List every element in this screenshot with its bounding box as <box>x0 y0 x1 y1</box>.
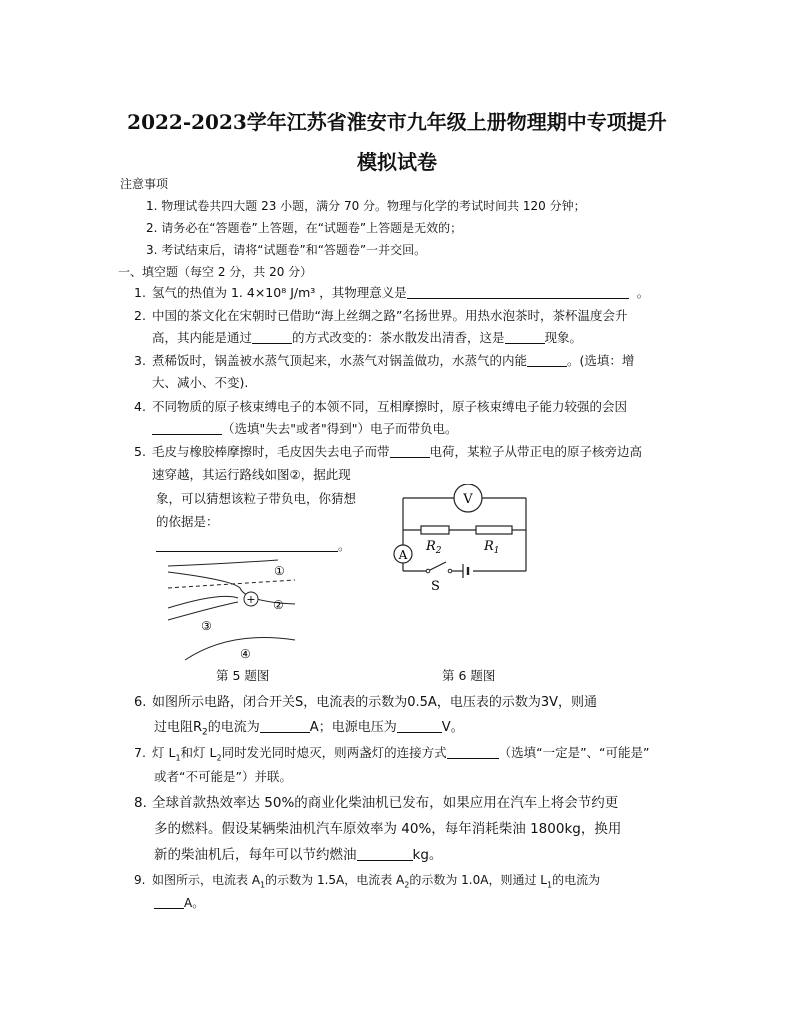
question-9-line-2: A。 <box>154 893 204 913</box>
r2-label: $R_2$ <box>426 539 442 556</box>
question-3-line-1: 3. 煮稀饭时，锅盖被水蒸气顶起来，水蒸气对锅盖做功，水蒸气的内能 。(选填：增 <box>134 351 634 371</box>
notes-item-3: 3. 考试结束后，请将“试题卷”和“答题卷”一并交回。 <box>146 243 427 257</box>
question-number: 2. <box>134 308 146 323</box>
question-3-line-2: 大、减小、不变). <box>152 375 249 390</box>
notes-heading: 注意事项 <box>120 177 169 191</box>
particle-path <box>168 596 238 608</box>
question-1: 1. 氢气的热值为 1. 4×10⁸ J/m³ ，其物理意义是 。 <box>134 283 649 303</box>
question-6-line-2: 过电阻$R_2$的电流为 A；电源电压为 V。 <box>154 720 464 738</box>
title-line-2: 模拟试卷 <box>357 150 437 174</box>
question-number: 9. <box>134 873 146 887</box>
section-1-heading: 一、填空题（每空 2 分，共 20 分） <box>118 265 313 279</box>
question-number: 7. <box>134 745 146 760</box>
question-8-line-1: 8. 全球首款热效率达 50%的商业化柴油机已发布，如果应用在汽车上将会节约更 <box>134 795 619 811</box>
answer-blank[interactable] <box>357 846 413 861</box>
resistor-r2 <box>421 526 449 534</box>
question-4-line-1: 4. 不同物质的原子核束缚电子的本领不同，互相摩擦时，原子核束缚电子能力较强的会因 <box>134 397 627 417</box>
question-number: 3. <box>134 353 146 368</box>
question-9-line-1: 9. 如图所示，电流表 $A_1$的示数为 1.5A，电流表 $A_2$的示数为 1.0A，则通过 $L_1$的电流为 <box>134 870 600 895</box>
resistor-r1 <box>476 526 512 534</box>
switch-label: S <box>431 579 440 592</box>
switch-contact <box>426 569 430 573</box>
answer-blank[interactable] <box>252 329 292 344</box>
title-line-1: 2022-2023学年江苏省淮安市九年级上册物理期中专项提升 <box>127 110 667 134</box>
r1-label: $R_1$ <box>484 539 500 556</box>
switch-contact <box>448 569 452 573</box>
question-number: 6. <box>134 695 147 710</box>
question-number: 5. <box>134 444 146 459</box>
question-7-line-2: 或者“不可能是”）并联。 <box>154 769 292 784</box>
figure-5-caption: 第 5 题图 <box>216 668 270 683</box>
answer-blank[interactable] <box>152 420 222 435</box>
question-5-line-5: 。 <box>156 536 351 556</box>
answer-blank[interactable] <box>154 894 184 909</box>
figure-6-circuit <box>388 484 538 592</box>
path-label-4: ④ <box>240 647 251 661</box>
question-5-line-4: 的依据是： <box>156 514 219 529</box>
path-label-2: ② <box>273 598 284 612</box>
figure-5-particle-paths <box>160 558 300 664</box>
path-label-3: ③ <box>201 619 212 633</box>
answer-blank[interactable] <box>407 284 629 299</box>
answer-blank[interactable] <box>527 352 567 367</box>
answer-blank[interactable] <box>505 329 545 344</box>
question-number: 1. <box>134 285 146 300</box>
question-4-line-2: （选填"失去"或者"得到"）电子而带负电。 <box>152 419 458 439</box>
question-5-line-1: 5. 毛皮与橡胶棒摩擦时，毛皮因失去电子而带 电荷，某粒子从带正电的原子核旁边高 <box>134 442 642 462</box>
answer-blank[interactable] <box>447 744 499 759</box>
answer-blank[interactable] <box>260 718 310 733</box>
particle-path <box>168 560 278 566</box>
figure-6-caption: 第 6 题图 <box>442 668 496 683</box>
answer-blank[interactable] <box>390 443 430 458</box>
question-6-line-1: 6. 如图所示电路，闭合开关S，电流表的示数为0.5A，电压表的示数为3V，则通 <box>134 693 597 713</box>
question-8-line-2: 多的燃料。假设某辆柴油机汽车原效率为 40%，每年消耗柴油 1800kg，换用 <box>154 821 622 837</box>
question-5-line-2: 速穿越，其运行路线如图②，据此现 <box>152 467 351 482</box>
answer-blank[interactable] <box>156 537 338 552</box>
notes-item-1: 1. 物理试卷共四大题 23 小题，满分 70 分。物理与化学的考试时间共 120 分钟； <box>146 199 586 213</box>
path-label-1: ① <box>274 564 285 578</box>
question-number: 8. <box>134 795 147 811</box>
ammeter-label: A <box>398 548 408 562</box>
question-7-line-1: 7. 灯 $L_1$和灯 $L_2$同时发光同时熄灭，则两盏灯的连接方式 （选填“一定是”、“可能是” <box>134 745 650 763</box>
question-2-line-1: 2. 中国的茶文化在宋朝时已借助“海上丝绸之路”名扬世界。用热水泡茶时，茶杯温度会升 <box>134 306 627 326</box>
answer-blank[interactable] <box>397 718 442 733</box>
plus-sign: + <box>246 593 256 606</box>
question-5-line-3: 象，可以猜想该粒子带负电，你猜想 <box>156 491 357 506</box>
question-2-line-2: 高，其内能是通过 的方式改变的：茶水散发出清香，这是 现象。 <box>152 330 583 345</box>
question-number: 4. <box>134 399 146 414</box>
question-8-line-3: 新的柴油机后，每年可以节约燃油 kg。 <box>154 847 443 863</box>
notes-item-2: 2. 请务必在“答题卷”上答题，在“试题卷”上答题是无效的； <box>146 221 463 235</box>
voltmeter-label: V <box>463 492 473 507</box>
